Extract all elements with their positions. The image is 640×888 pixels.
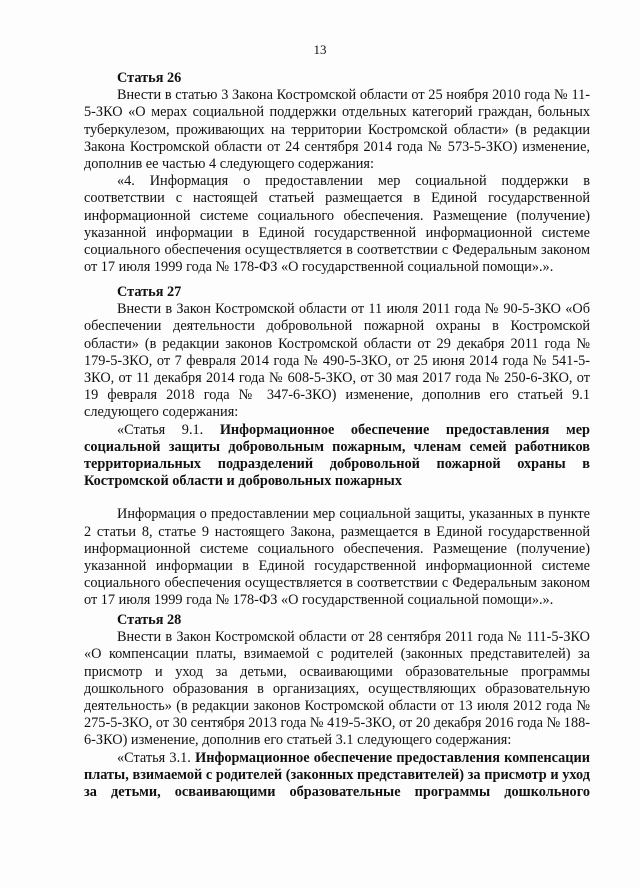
- article-27-heading: Статья 27: [117, 284, 182, 300]
- article-27-title-bold: Информационное обеспечение предоставления мер социальной защиты добровольным пожарным, членам семей работников территориальных подразделений добровольной пожарной охраны в Костромской области и добровольных пожарных: [84, 421, 590, 490]
- article-28-title-prefix: «Статья 3.1.: [117, 749, 191, 766]
- article-26-paragraph-2: «4. Информация о предоставлении мер социальной поддержки в соответствии с настоящей статьей размещается в Единой государственной информационной системе социального обеспечения. Размещение (получение) указанной информации в Единой государственной информационной системе социального обеспечения осуществляется в соответствии с Федеральным законом от 17 июля 1999 года № 178-ФЗ «О государственной социальной помощи».».: [84, 173, 590, 276]
- article-27-title: [84, 422, 590, 491]
- article-28-paragraph-1: Внести в Закон Костромской области от 28 сентября 2011 года № 111-5-ЗКО «О компенсации платы, взимаемой с родителей (законных представителей) за присмотр и уход за детьми, осваивающими образовательные программы дошкольного образования в организациях, осуществляющих образовательную деятельность» (в редакции законов Костромской области от 13 июля 2012 года № 275-5-ЗКО, от 30 сентября 2013 года № 419-5-ЗКО, от 20 декабря 2016 года № 188-6-ЗКО) изменение, дополнив его статьей 3.1 следующего содержания:: [84, 629, 591, 749]
- page-number: 13: [313, 42, 327, 57]
- article-26: [84, 70, 590, 276]
- article-28-title-bold: Информационное обеспечение предоставления компенсации платы, взимаемой с родителей (законных представителей) за присмотр и уход за детьми, осваивающими образовательные программы дошкольного: [84, 749, 591, 801]
- article-28-title: [84, 750, 590, 802]
- article-28: [84, 612, 590, 801]
- article-27-paragraph-1: Внести в Закон Костромской области от 11 июля 2011 года № 90-5-ЗКО «Об обеспечении деятельности добровольной пожарной охраны в Костромской области» (в редакции законов Костромской области от 29 декабря 2011 года № 179-5-ЗКО, от 7 февраля 2014 года № 490-5-ЗКО, от 25 июня 2014 года № 541-5-ЗКО, от 11 декабря 2014 года № 608-5-ЗКО, от 30 мая 2017 года № 250-6-ЗКО, от 19 февраля 2018 года № 347-6-ЗКО) изменение, дополнив его статьей 9.1 следующего содержания:: [84, 301, 590, 421]
- article-26-paragraph-1: Внести в статью 3 Закона Костромской области от 25 ноября 2010 года № 11-5-ЗКО «О мерах социальной поддержки отдельных категорий граждан, больных туберкулезом, проживающих на территории Костромской области» (в редакции Закона Костромской области от 24 сентября 2014 года № 573-5-ЗКО) изменение, дополнив ее частью 4 следующего содержания:: [84, 87, 590, 173]
- article-27-paragraph-2: Информация о предоставлении мер социальной защиты, указанных в пункте 2 статьи 8, статье 9 настоящего Закона, размещается в Единой государственной информационной системе социального обеспечения. Размещение (получение) указанной информации в Единой государственной информационной системе социального обеспечения осуществляется в соответствии с Федеральным законом от 17 июля 1999 года № 178-ФЗ «О государственной социальной помощи».».: [84, 506, 590, 609]
- article-27-title-prefix: «Статья 9.1.: [117, 421, 204, 438]
- article-27: [84, 284, 590, 610]
- article-26-heading: Статья 26: [117, 70, 182, 86]
- article-28-heading: Статья 28: [117, 612, 182, 628]
